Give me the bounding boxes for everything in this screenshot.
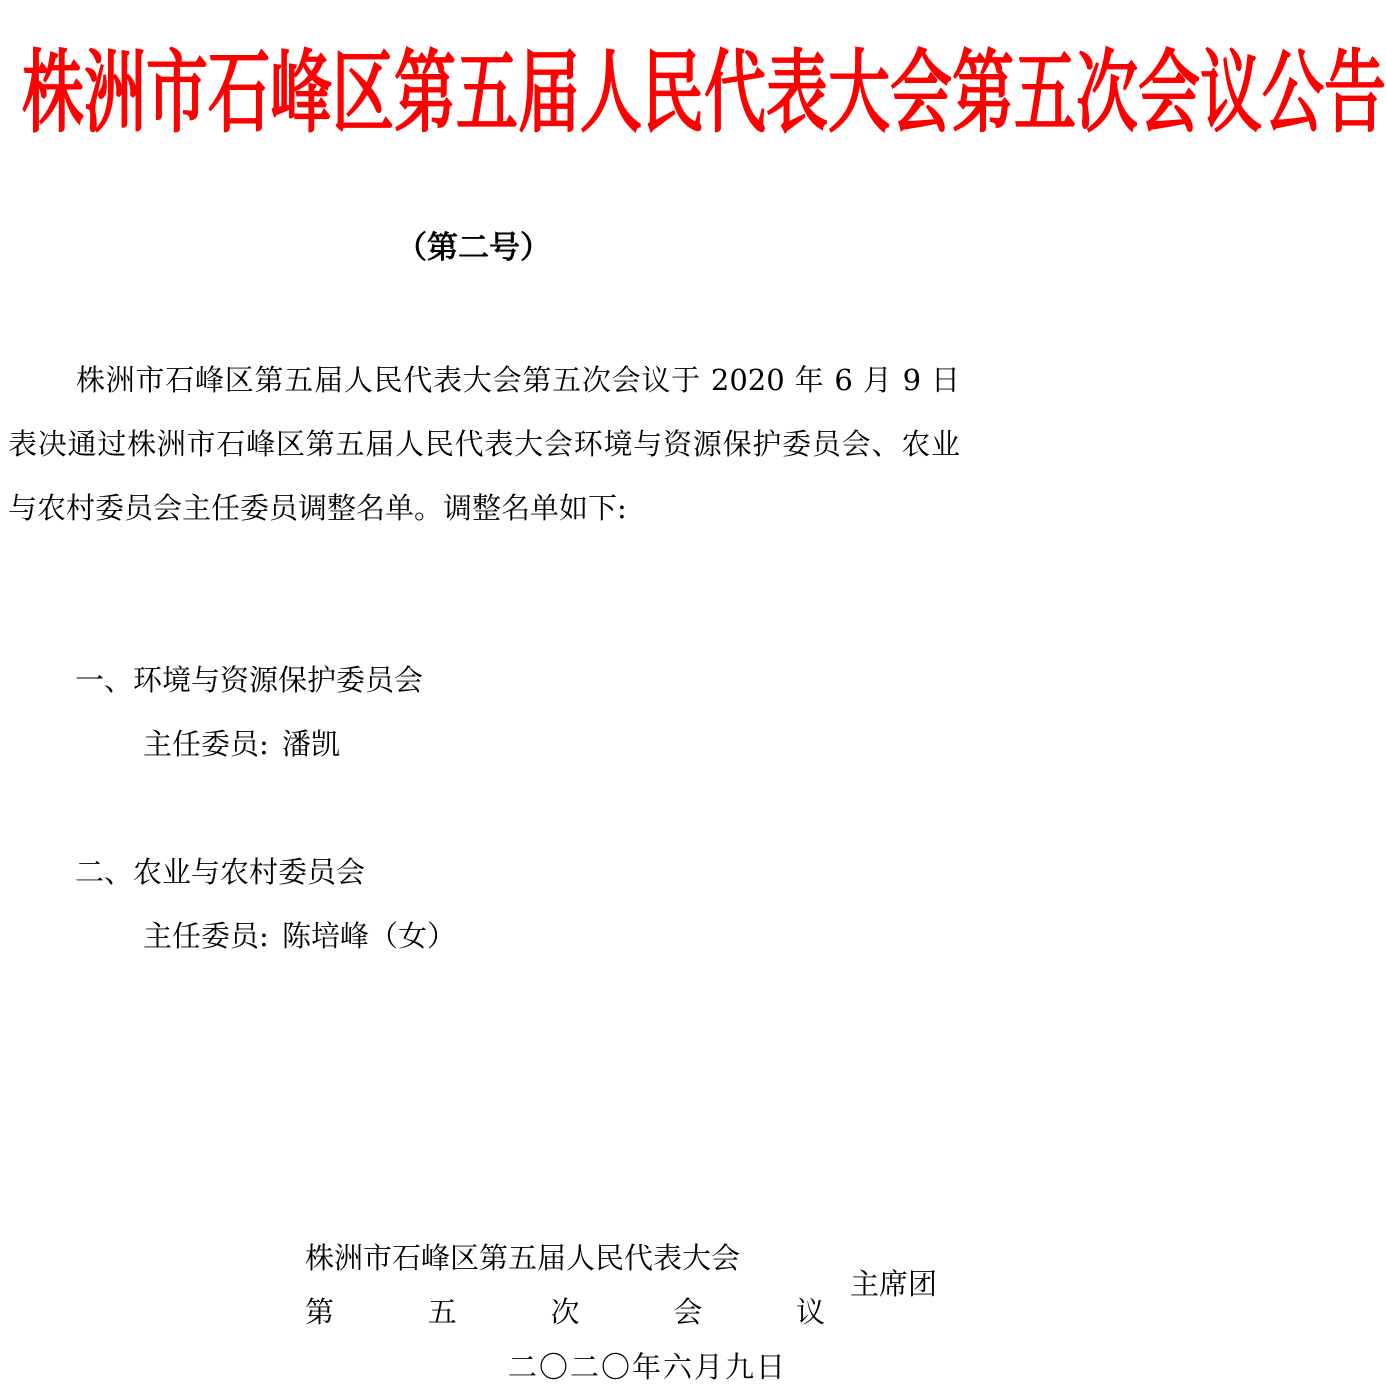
signature-presidium: 主席团 [850, 1267, 938, 1301]
signature-session-char: 次 [550, 1295, 580, 1329]
chair-name: 陈培峰（女） [282, 919, 457, 953]
chair-label: 主任委员: [143, 727, 269, 761]
section-heading-agriculture: 二、农业与农村委员会 [75, 855, 366, 889]
signature-session-char: 议 [795, 1295, 825, 1329]
body-paragraph: 株洲市石峰区第五届人民代表大会第五次会议于 2020 年 6 月 9 日表决通过株洲市石峰区第五届人民代表大会环境与资源保护委员会、农业与农村委员会主任委员调整名单。调整名单如下: [8, 363, 960, 525]
signature-session-char: 五 [427, 1295, 457, 1329]
signature-congress-name: 株洲市石峰区第五届人民代表大会 [305, 1241, 741, 1275]
signature-session-name [305, 1290, 825, 1334]
signature-session-char: 第 [305, 1295, 335, 1329]
chair-name: 潘凯 [282, 727, 341, 761]
chair-label: 主任委员: [143, 919, 269, 953]
document-title: 株洲市石峰区第五届人民代表大会第五次会议公告 [22, 39, 1386, 146]
chair-line-environment [143, 722, 563, 766]
signature-session-char: 会 [673, 1295, 703, 1329]
chair-line-agriculture [143, 914, 563, 958]
section-heading-environment: 一、环境与资源保护委员会 [75, 663, 424, 697]
signature-date: 二〇二〇年六月九日 [508, 1350, 788, 1384]
document-number: （第二号） [396, 230, 551, 266]
